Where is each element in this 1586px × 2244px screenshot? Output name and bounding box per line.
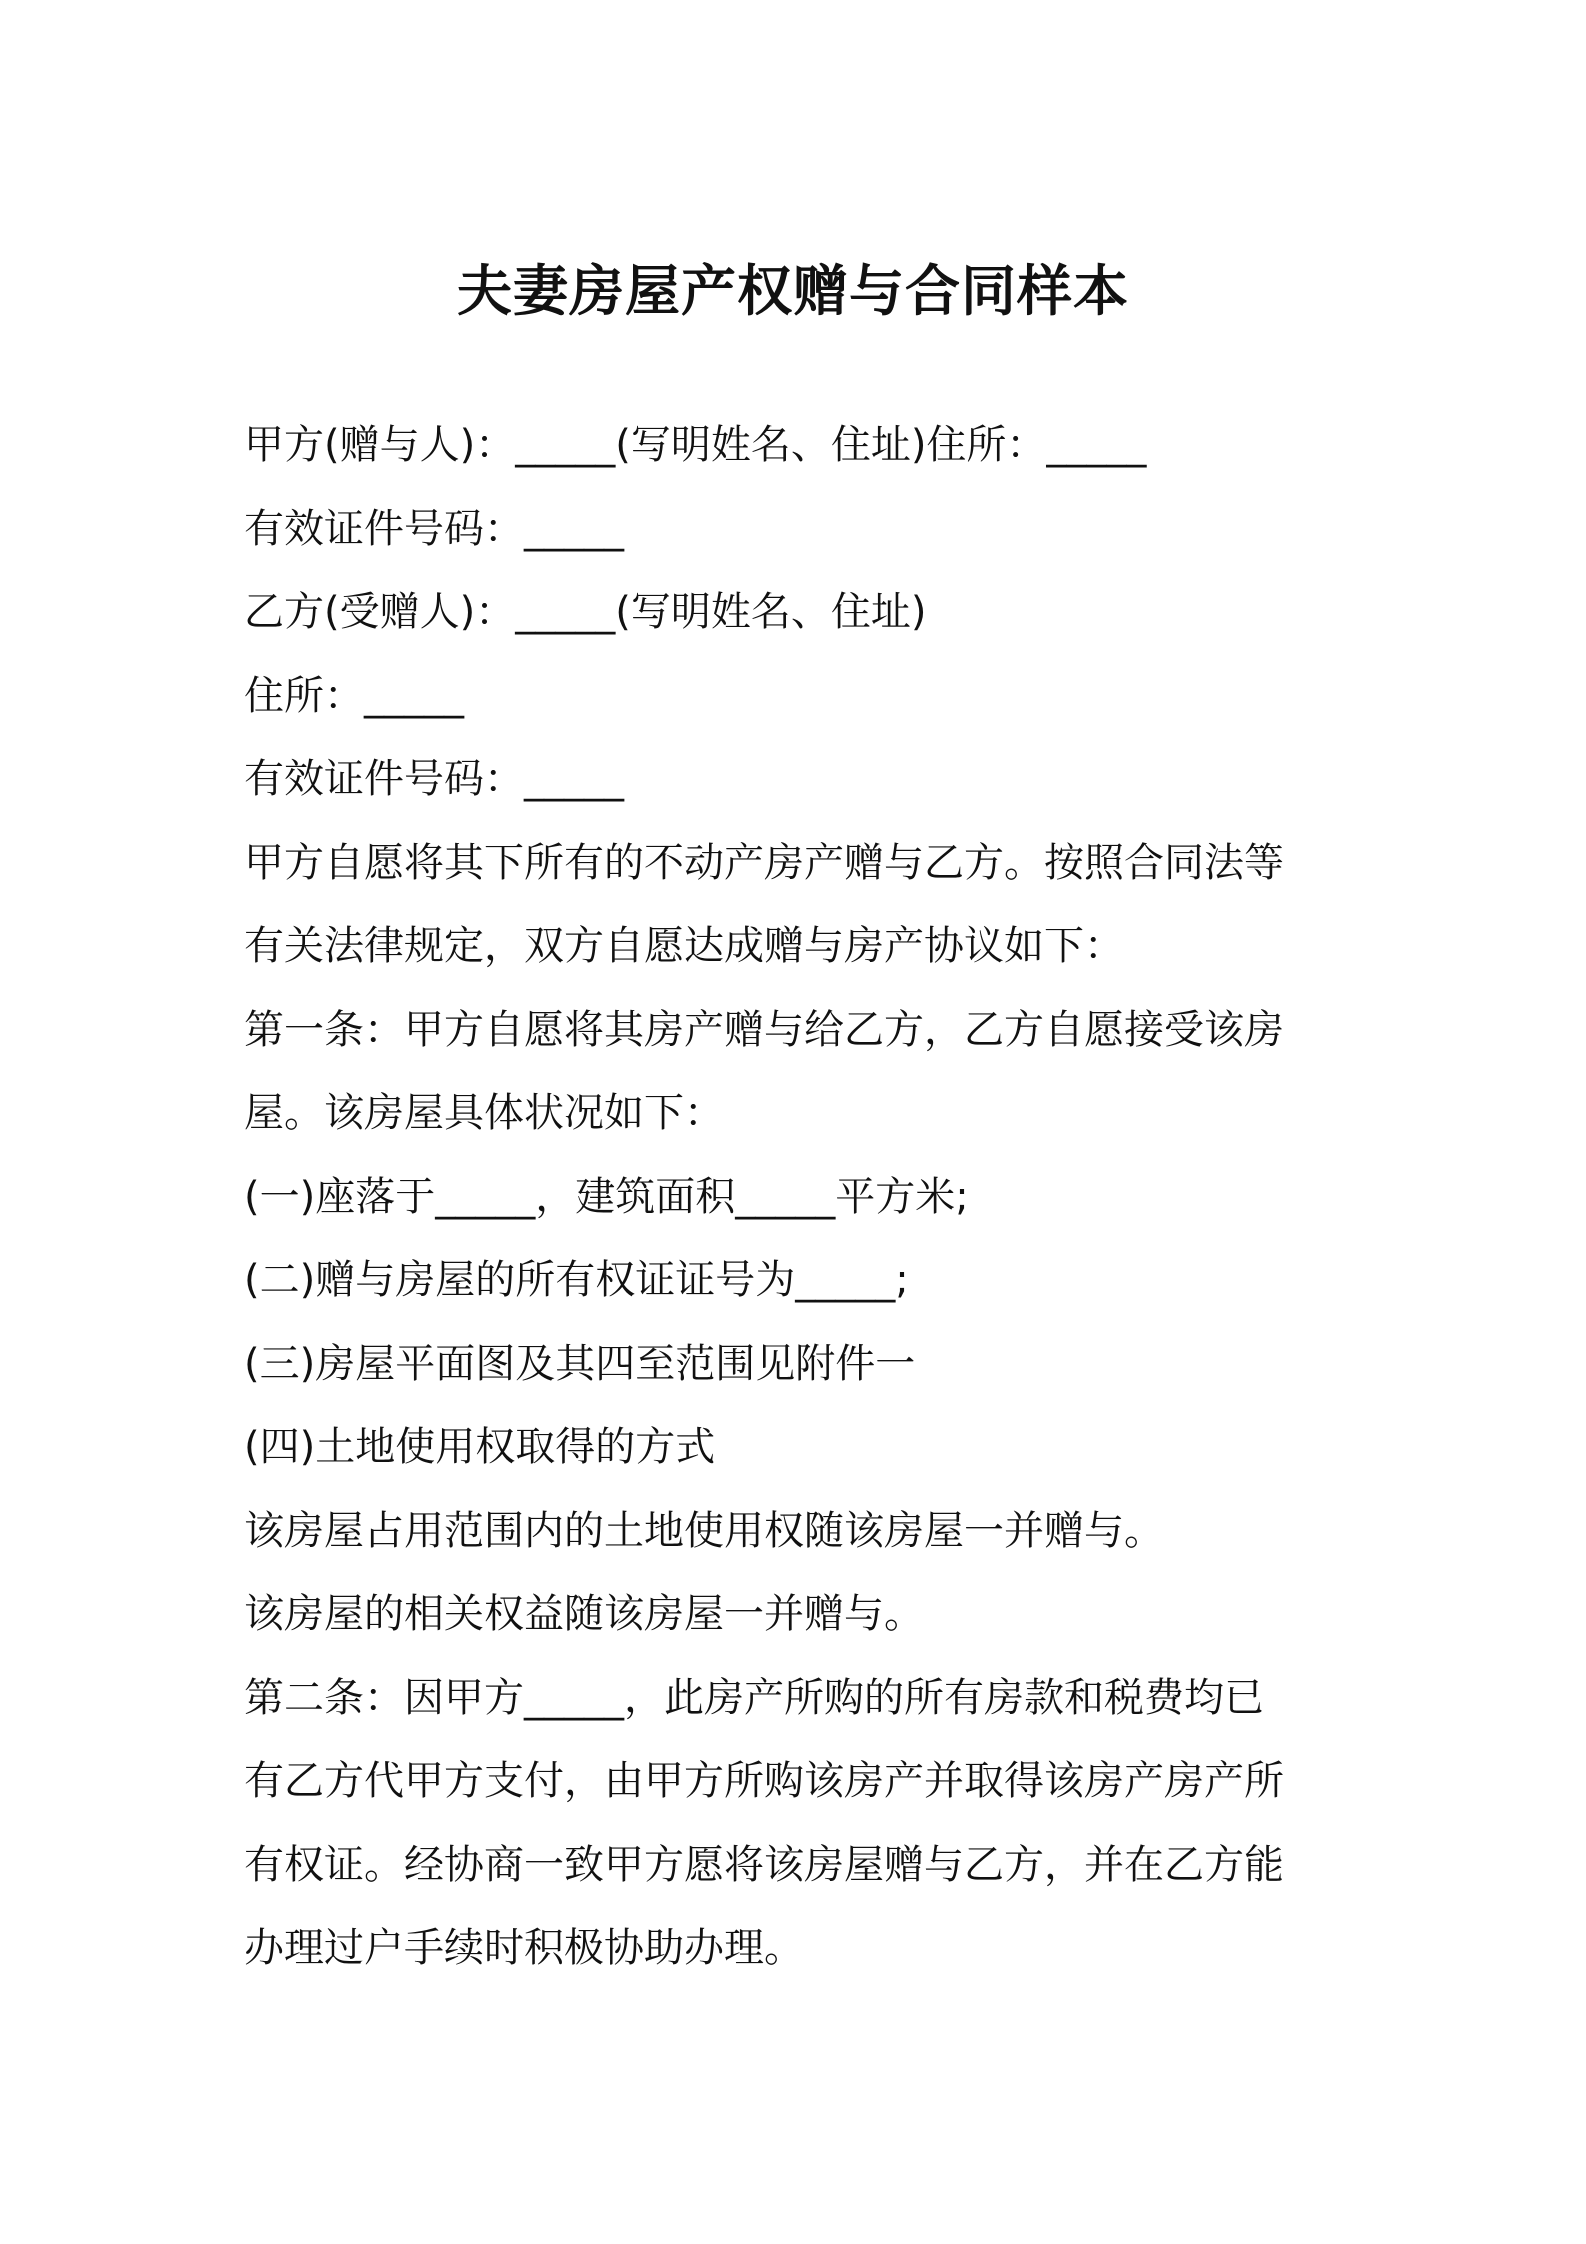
clause-1-line: (一)座落于_____，建筑面积_____平方米; [244, 1173, 969, 1220]
paragraph-line: 该房屋的相关权益随该房屋一并赠与。 [244, 1591, 924, 1637]
article-1-line: 第一条：甲方自愿将其房产赠与给乙方，乙方自愿接受该房 [244, 1006, 1284, 1053]
party-a-id-line: 有效证件号码：_____ [244, 505, 624, 552]
document-title: 夫妻房屋产权赠与合同样本 [456, 259, 1129, 323]
party-b-address-line: 住所：_____ [244, 672, 464, 719]
clause-4-line: (四)土地使用权取得的方式 [244, 1424, 716, 1470]
article-2-line: 有乙方代甲方支付，由甲方所购该房产并取得该房产房产所 [244, 1758, 1284, 1804]
clause-2-line: (二)赠与房屋的所有权证证号为_____; [244, 1257, 909, 1303]
document-body [244, 404, 1364, 1991]
party-b-line: 乙方(受赠人)：_____(写明姓名、住址) [244, 589, 927, 635]
article-2-line: 办理过户手续时积极协助办理。 [244, 1925, 804, 1971]
article-2-line: 有权证。经协商一致甲方愿将该房屋赠与乙方，并在乙方能 [244, 1841, 1284, 1888]
party-b-id-line: 有效证件号码：_____ [244, 756, 624, 802]
paragraph-line: 有关法律规定，双方自愿达成赠与房产协议如下： [244, 923, 1124, 969]
article-1-line: 屋。该房屋具体状况如下： [244, 1090, 724, 1136]
paragraph-line: 甲方自愿将其下所有的不动产房产赠与乙方。按照合同法等 [244, 839, 1284, 886]
clause-3-line: (三)房屋平面图及其四至范围见附件一 [244, 1340, 916, 1387]
article-2-line: 第二条：因甲方_____，此房产所购的所有房款和税费均已 [244, 1674, 1264, 1721]
party-a-line: 甲方(赠与人)：_____(写明姓名、住址)住所：_____ [244, 422, 1147, 468]
paragraph-line: 该房屋占用范围内的土地使用权随该房屋一并赠与。 [244, 1507, 1164, 1554]
